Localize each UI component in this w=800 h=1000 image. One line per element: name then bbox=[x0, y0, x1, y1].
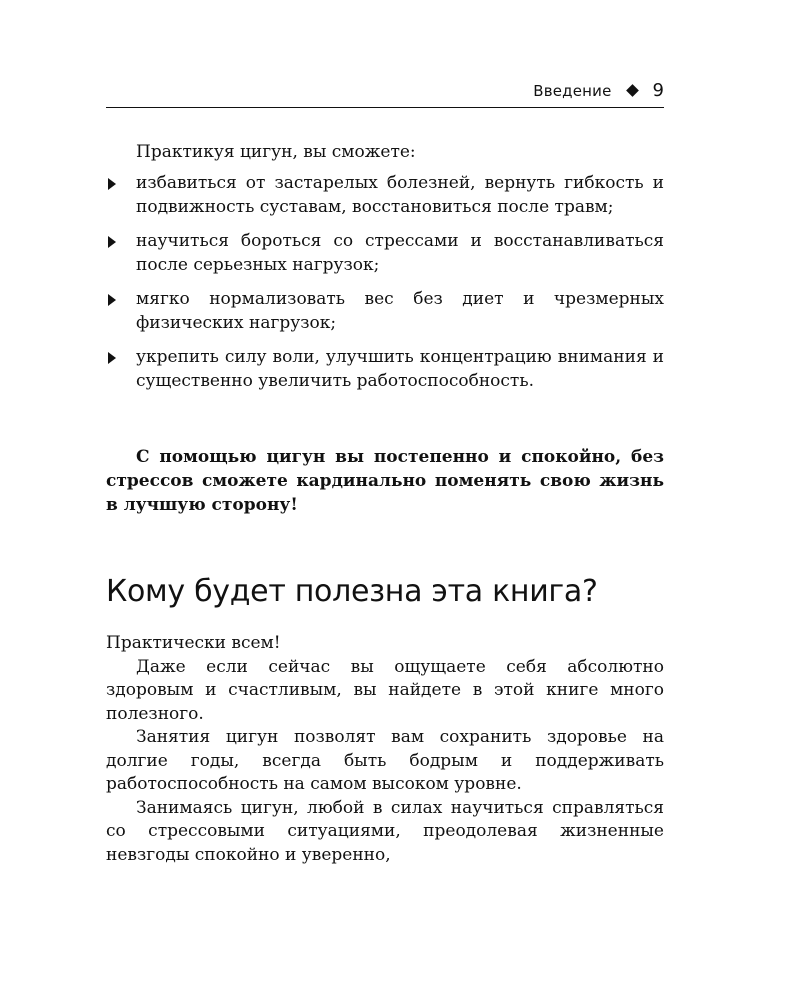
bold-statement: С помощью цигун вы постепенно и спокойно, без стрессов сможете кардинально поменять свою жизнь в лучшую сторону! bbox=[106, 447, 664, 515]
triangle-bullet-icon bbox=[108, 294, 116, 306]
diamond-icon bbox=[626, 84, 639, 97]
paragraph: Практически всем! bbox=[106, 633, 281, 653]
triangle-bullet-icon bbox=[108, 236, 116, 248]
list-item bbox=[106, 346, 664, 393]
benefits-list bbox=[106, 172, 664, 404]
section-body bbox=[106, 632, 664, 867]
list-item bbox=[106, 172, 664, 219]
list-item-text: укрепить силу воли, улучшить концентрацию внимания и существенно увеличить работоспособность. bbox=[136, 347, 664, 391]
running-header bbox=[106, 80, 664, 108]
list-item-text: мягко нормализовать вес без диет и чрезмерных физических нагрузок; bbox=[136, 289, 664, 333]
paragraph: Занятия цигун позволят вам сохранить здоровье на долгие годы, всегда быть бодрым и поддерживать работоспособность на самом высоком уровне. bbox=[106, 727, 664, 794]
triangle-bullet-icon bbox=[108, 352, 116, 364]
triangle-bullet-icon bbox=[108, 178, 116, 190]
page-number: 9 bbox=[652, 80, 664, 101]
paragraph: Занимаясь цигун, любой в силах научиться справляться со стрессовыми ситуациями, преодолевая жизненные невзгоды спокойно и уверенно, bbox=[106, 797, 664, 865]
running-section-title: Введение bbox=[533, 81, 612, 100]
list-item bbox=[106, 230, 664, 277]
book-page bbox=[106, 0, 664, 1000]
list-item bbox=[106, 288, 664, 335]
list-item-text: избавиться от застарелых болезней, вернуть гибкость и подвижность суставам, восстановиться после травм; bbox=[136, 173, 664, 217]
section-heading: Кому будет полезна эта книга? bbox=[106, 574, 598, 609]
list-item-text: научиться бороться со стрессами и восстанавливаться после серьезных нагрузок; bbox=[136, 231, 664, 275]
paragraph: Даже если сейчас вы ощущаете себя абсолютно здоровым и счастливым, вы найдете в этой книге много полезного. bbox=[106, 656, 664, 724]
intro-line: Практикуя цигун, вы сможете: bbox=[136, 142, 416, 162]
